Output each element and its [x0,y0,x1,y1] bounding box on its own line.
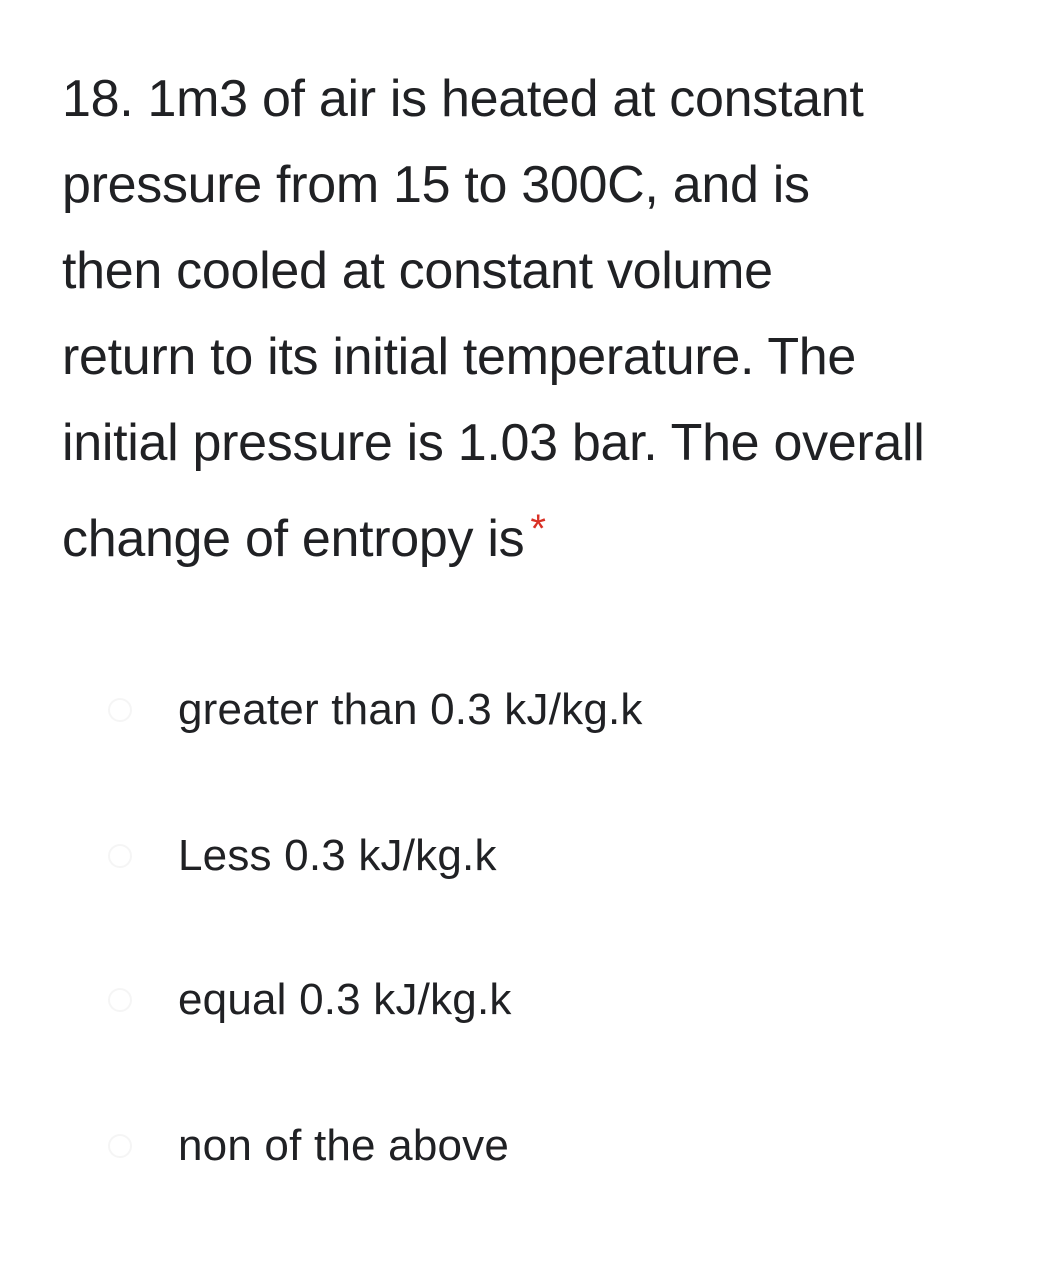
option-label: greater than 0.3 kJ/kg.k [178,685,643,734]
question-line: pressure from 15 to 300C, and is [62,156,810,214]
required-asterisk: * [530,507,546,551]
option-less[interactable] [108,806,868,906]
radio-button-icon[interactable] [108,844,132,868]
question-line-text: change of entropy is [62,510,525,568]
option-equal[interactable] [108,950,868,1050]
question-line: initial pressure is 1.03 bar. The overall [62,414,925,472]
option-label: Less 0.3 kJ/kg.k [178,831,497,880]
option-label: non of the above [178,1121,510,1170]
radio-button-icon[interactable] [108,988,132,1012]
radio-button-icon[interactable] [108,1134,132,1158]
question-line: 18. 1m3 of air is heated at constant [62,70,864,128]
question-line: return to its initial temperature. The [62,328,857,386]
option-greater-than[interactable] [108,660,868,760]
option-none-of-above[interactable] [108,1096,868,1196]
option-label: equal 0.3 kJ/kg.k [178,975,512,1024]
question-line: then cooled at constant volume [62,242,773,300]
radio-button-icon[interactable] [108,698,132,722]
